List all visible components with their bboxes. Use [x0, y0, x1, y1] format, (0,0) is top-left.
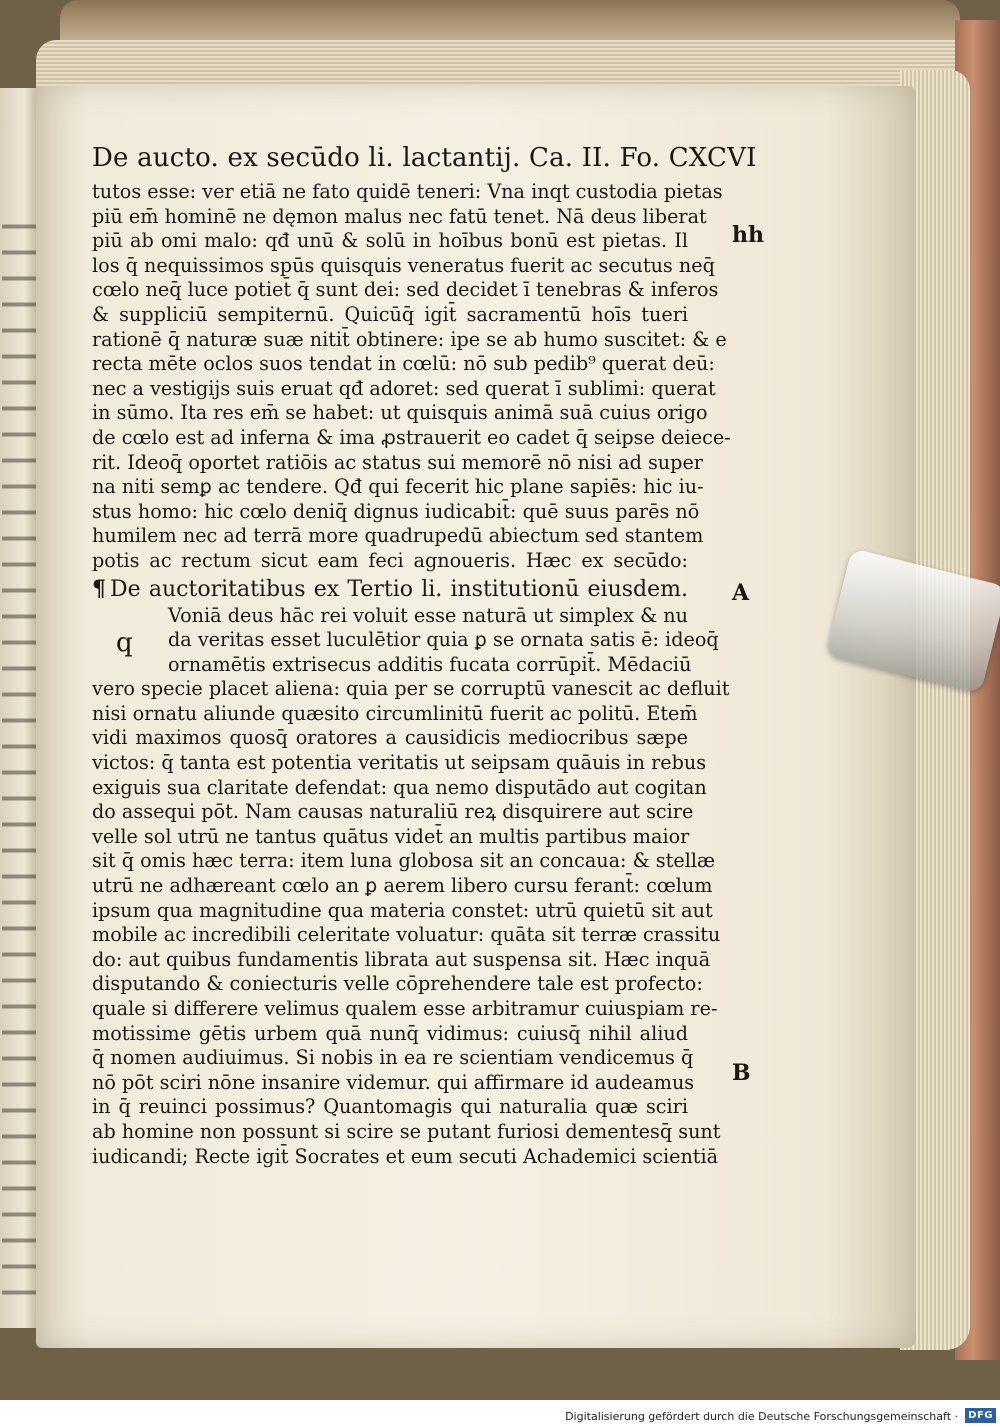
text-line: do: aut quibus fundamentis librata aut suspensa sit. Hæc inquā	[92, 947, 711, 971]
margin-signature-a: A	[732, 580, 750, 606]
text-line: ab homine non possunt si scire se putant furiosi dementesq̄ sunt	[92, 1119, 721, 1143]
text-line: q̄ nomen audiuimus. Si nobis in ea re scientiam vendicemus q̄	[92, 1046, 694, 1070]
text-line: tutos esse: ver etiā ne fato quidē teneri: Vna inqt custodia pietas	[92, 180, 723, 203]
margin-signature-hh: hh	[732, 222, 764, 248]
section-heading-text: De auctoritatibus ex Tertio li. institutionū eiusdem.	[110, 576, 688, 602]
text-line: na niti semꝑ ac tendere. Qđ qui fecerit hic plane sapiēs: hic iu-	[92, 475, 704, 499]
footer-credit: Digitalisierung gefördert durch die Deutsche Forschungsgemeinschaft ·	[565, 1410, 958, 1423]
text-line: ipsum qua magnitudine qua materia constet: utrū quietū sit aut	[92, 898, 713, 922]
margin-signature-b: B	[732, 1060, 751, 1086]
text-line: humilem nec ad terrā more quadrupedū abiectum sed stantem	[92, 524, 704, 548]
text-line: victos: q̄ tanta est potentia veritatis ut seipsam quāuis in rebus	[92, 751, 707, 775]
text-line: & suppliciū sempiternū. Quicūq̄ igit̄ sacramentū hoīs tueri	[92, 302, 688, 326]
text-line: piū em̄ hominē ne dęmon malus nec fatū tenet. Nā deus liberat	[92, 204, 707, 228]
text-line: Voniā deus hāc rei voluit esse naturā ut simplex & nu	[168, 603, 688, 627]
text-line: motissime gētis urbem quā nunq̄ vidimus: cuiusq̄ nihil aliud	[92, 1021, 688, 1045]
drop-initial: q	[116, 627, 133, 658]
initial-block	[92, 603, 719, 678]
section-heading	[92, 574, 688, 604]
facing-page-edge	[0, 88, 40, 1328]
text-line: recta mēte oclos suos tendat in cœlū: nō sub pedib⁹ querat deū:	[92, 352, 715, 376]
text-line: quale si differere velimus qualem esse arbitramur cuiuspiam re-	[92, 997, 718, 1020]
text-line: vidi maximos quosq̄ oratores a causidicis mediocribus sæpe	[92, 726, 688, 750]
text-line: rit. Ideoq̄ oportet ratiōis ac status sui memorē nō nisi ad super	[92, 450, 703, 474]
text-line: de cœlo est ad inferna & ima ꝓstrauerit eo cadet q̄ seipse deiece-	[92, 425, 731, 449]
facing-page-text-traces	[2, 208, 36, 1308]
text-line: nō pōt sciri nōne insanire videmur. qui affirmare id audeamus	[92, 1070, 695, 1094]
paragraph-part-one	[92, 180, 731, 574]
text-line: velle sol utrū ne tantus quātus videt̄ an multis partibus maior	[92, 824, 690, 848]
text-line: iudicandi; Recte igit̄ Socrates et eum secuti Achademici scientiā	[92, 1144, 719, 1168]
pilcrow-icon: ¶	[92, 575, 106, 602]
text-line: stus homo: hic cœlo deniq̄ dignus iudicabit̄: quē suus parēs nō	[92, 499, 700, 523]
text-line: in sūmo. Ita res em̄ se habet: ut quisquis animā suā cuius origo	[92, 401, 708, 425]
running-head: De aucto. ex secūdo li. lactantij. Ca. II. Fo. CXCVI	[92, 143, 757, 173]
paragraph-indented-lines	[92, 603, 719, 678]
text-line: cœlo neq̄ luce potiet̄ q̄ sunt dei: sed decidet ī tenebras & inferos	[92, 278, 719, 302]
text-line: potis ac rectum sicut eam feci agnoueris. Hæc ex secūdo:	[92, 548, 688, 572]
text-line: mobile ac incredibili celeritate voluatur: quāta sit terræ crassitu	[92, 923, 721, 947]
text-line: da veritas esset luculētior quia ꝑ se ornata satis ē: ideoq̄	[168, 628, 719, 652]
text-line: in q̄ reuinci possimus? Quantomagis qui naturalia quæ sciri	[92, 1095, 688, 1119]
text-line: sit q̄ omis hæc terra: item luna globosa sit an concaua: & stellæ	[92, 849, 716, 873]
text-line: disputando & coniecturis velle cōprehendere tale est profecto:	[92, 972, 703, 996]
paragraph-part-two	[92, 677, 730, 1169]
text-line: do assequi pōt. Nam causas naturaliū reꝝ disquirere aut scire	[92, 800, 694, 824]
text-line: rationē q̄ naturæ suæ nitit̄ obtinere: ipe se ab humo suscitet: & e	[92, 327, 727, 351]
text-line: los q̄ nequissimos spūs quisquis veneratus fuerit ac secutus neq̄	[92, 253, 715, 277]
page-stack-top	[36, 40, 976, 90]
text-line: vero specie placet aliena: quia per se corruptū vanescit ac defluit	[92, 677, 730, 701]
text-line: exiguis sua claritate defendat: qua nemo disputādo aut cogitan	[92, 775, 707, 799]
text-line: nisi ornatu aliunde quæsito circumlinitū fuerit ac politū. Etem̄	[92, 701, 698, 725]
text-line: utrū ne adhæreant cœlo an ꝑ aerem libero cursu ferant̄: cœlum	[92, 874, 713, 898]
dfg-logo: DFG	[965, 1408, 996, 1423]
text-line: ornamētis extrisecus additis fucata corrūpit̄. Mēdaciū	[168, 652, 692, 676]
text-line: piū ab omi malo: qđ unū & solū in hoībus bonū est pietas. Il	[92, 229, 688, 253]
text-line: nec a vestigijs suis eruat qđ adoret: sed querat ī sublimi: querat	[92, 376, 716, 400]
